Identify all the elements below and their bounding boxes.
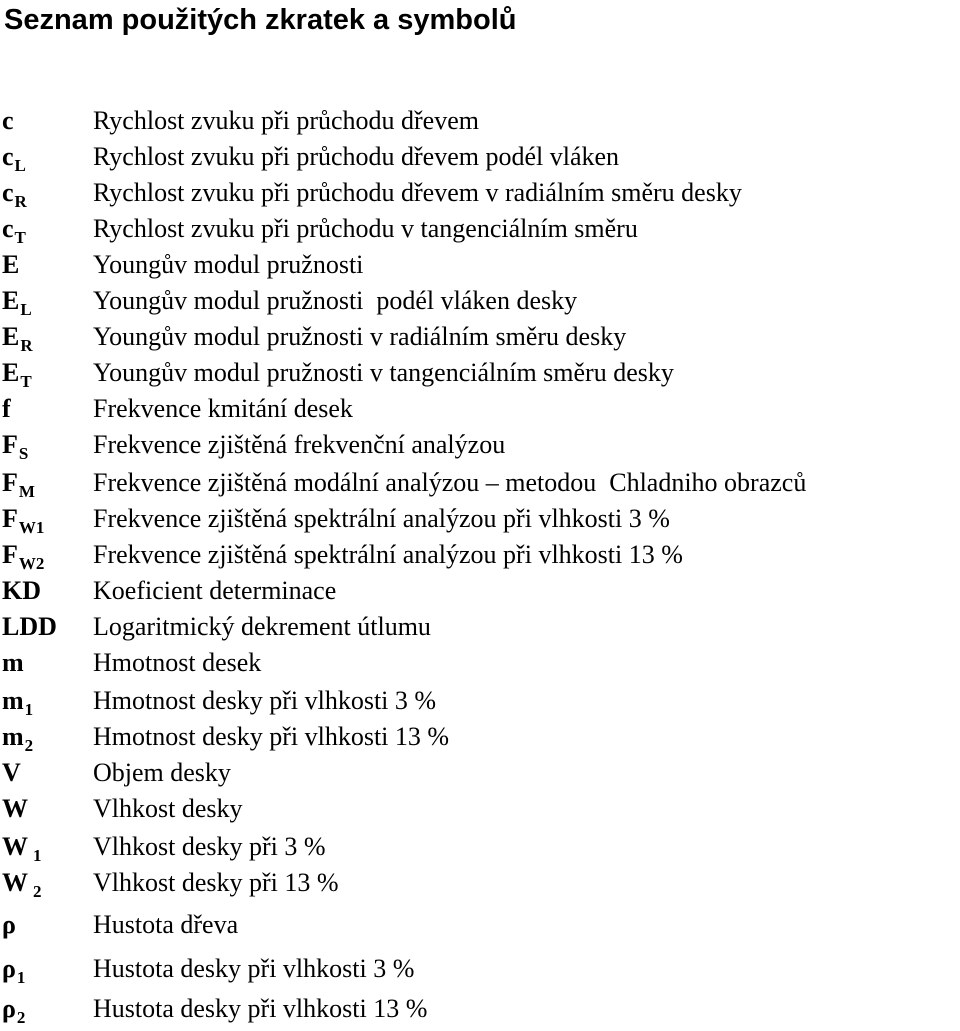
symbol-subscript: W1 — [18, 518, 45, 537]
page-title: Seznam použitých zkratek a symbolů — [4, 4, 517, 36]
list-item — [0, 756, 960, 790]
description: Rychlost zvuku při průchodu dřevem v radiálním směru desky — [93, 178, 742, 207]
list-item — [0, 792, 960, 826]
description: Vlhkost desky při 13 % — [93, 868, 339, 897]
description: Vlhkost desky — [93, 794, 243, 823]
symbol-base: E — [2, 322, 20, 351]
symbol-base: E — [2, 250, 20, 279]
list-item — [0, 866, 960, 900]
symbol-base: E — [2, 286, 20, 315]
list-item — [0, 992, 960, 1026]
symbol-subscript: 1 — [33, 846, 42, 865]
symbol — [2, 284, 32, 321]
list-item — [0, 356, 960, 390]
symbol-base: F — [2, 430, 18, 459]
list-item — [0, 212, 960, 246]
description: Hmotnost desek — [93, 648, 262, 677]
symbol — [2, 248, 20, 285]
list-item — [0, 908, 960, 942]
list-item — [0, 720, 960, 754]
symbol-subscript: 2 — [24, 736, 34, 755]
description: Rychlost zvuku při průchodu dřevem — [93, 106, 479, 135]
list-item — [0, 646, 960, 680]
description: Youngův modul pružnosti v radiálním směru desky — [93, 322, 627, 351]
symbol-base: E — [2, 358, 20, 387]
symbol-subscript: 2 — [16, 1008, 26, 1027]
description: Logaritmický dekrement útlumu — [93, 612, 431, 641]
symbol-base: c — [2, 178, 14, 207]
list-item — [0, 610, 960, 644]
description: Youngův modul pružnosti — [93, 250, 364, 279]
description: Objem desky — [93, 758, 231, 787]
symbol — [2, 140, 26, 177]
symbol-subscript: 2 — [33, 882, 42, 901]
symbol-base: c — [2, 106, 14, 135]
list-item — [0, 392, 960, 426]
symbol-base: F — [2, 540, 18, 569]
symbol — [2, 684, 33, 721]
symbol — [2, 720, 33, 757]
list-item — [0, 248, 960, 282]
symbol — [2, 502, 44, 539]
symbol — [2, 574, 42, 611]
description: Rychlost zvuku při průchodu dřevem podél vláken — [93, 142, 620, 171]
description: Frekvence zjištěná spektrální analýzou při vlhkosti 3 % — [93, 504, 670, 533]
description: Vlhkost desky při 3 % — [93, 832, 326, 861]
symbol — [2, 466, 35, 503]
symbol — [2, 866, 42, 903]
list-item — [0, 140, 960, 174]
list-item — [0, 952, 960, 986]
symbol — [2, 952, 25, 989]
description: Youngův modul pružnosti podél vláken desky — [93, 286, 578, 315]
list-item — [0, 830, 960, 864]
list-item — [0, 428, 960, 462]
symbol — [2, 908, 17, 945]
symbol — [2, 176, 27, 213]
symbol-subscript: L — [20, 300, 32, 319]
list-item — [0, 284, 960, 318]
list-item — [0, 176, 960, 210]
symbol-subscript: T — [14, 228, 26, 247]
symbol-subscript: T — [20, 372, 32, 391]
symbol-base: V — [2, 758, 21, 787]
symbol — [2, 830, 42, 867]
description: Hustota dřeva — [93, 910, 239, 939]
description: Rychlost zvuku při průchodu v tangenciálním směru — [93, 214, 638, 243]
description: Koeficient determinace — [93, 576, 337, 605]
list-item — [0, 538, 960, 572]
symbol — [2, 792, 29, 829]
symbol-subscript: 1 — [24, 700, 34, 719]
symbol-base: LDD — [2, 612, 57, 641]
symbol-base: F — [2, 468, 18, 497]
symbol-base: W — [2, 832, 28, 861]
description: Hmotnost desky při vlhkosti 13 % — [93, 722, 450, 751]
symbol-base: W — [2, 868, 28, 897]
symbol-base: ρ — [2, 910, 16, 939]
symbol — [2, 756, 22, 793]
list-item — [0, 466, 960, 500]
symbol — [2, 992, 25, 1029]
symbol-subscript: S — [18, 444, 29, 463]
description: Frekvence zjištěná spektrální analýzou při vlhkosti 13 % — [93, 540, 683, 569]
description: Frekvence zjištěná frekvenční analýzou — [93, 430, 506, 459]
symbol — [2, 212, 26, 249]
description: Youngův modul pružnosti v tangenciálním směru desky — [93, 358, 674, 387]
symbol — [2, 538, 44, 575]
list-item — [0, 684, 960, 718]
symbol-base: m — [2, 722, 24, 751]
symbol-subscript: 1 — [16, 968, 26, 987]
symbol-base: f — [2, 394, 11, 423]
symbol-subscript: M — [18, 482, 35, 501]
description: Hustota desky při vlhkosti 3 % — [93, 954, 415, 983]
symbol-base: c — [2, 214, 14, 243]
list-item — [0, 574, 960, 608]
description: Frekvence zjištěná modální analýzou – metodou Chladniho obrazců — [93, 468, 807, 497]
symbol-base: KD — [2, 576, 41, 605]
symbol — [2, 392, 12, 429]
symbol — [2, 356, 32, 393]
symbol — [2, 646, 25, 683]
symbol — [2, 428, 28, 465]
symbol-subscript: R — [14, 192, 27, 211]
symbol-base: ρ — [2, 994, 16, 1023]
symbol-base: m — [2, 686, 24, 715]
list-item — [0, 104, 960, 138]
symbol — [2, 104, 15, 141]
symbol-base: F — [2, 504, 18, 533]
list-item — [0, 320, 960, 354]
symbol-base: c — [2, 142, 14, 171]
symbol-base: m — [2, 648, 24, 677]
symbol-subscript: L — [14, 156, 26, 175]
description: Hustota desky při vlhkosti 13 % — [93, 994, 428, 1023]
symbol-base: W — [2, 794, 28, 823]
symbol-base: ρ — [2, 954, 16, 983]
symbol-subscript: R — [20, 336, 33, 355]
symbol-subscript: W2 — [18, 554, 45, 573]
symbol — [2, 320, 33, 357]
description: Frekvence kmitání desek — [93, 394, 353, 423]
symbol — [2, 610, 58, 647]
list-item — [0, 502, 960, 536]
description: Hmotnost desky při vlhkosti 3 % — [93, 686, 437, 715]
